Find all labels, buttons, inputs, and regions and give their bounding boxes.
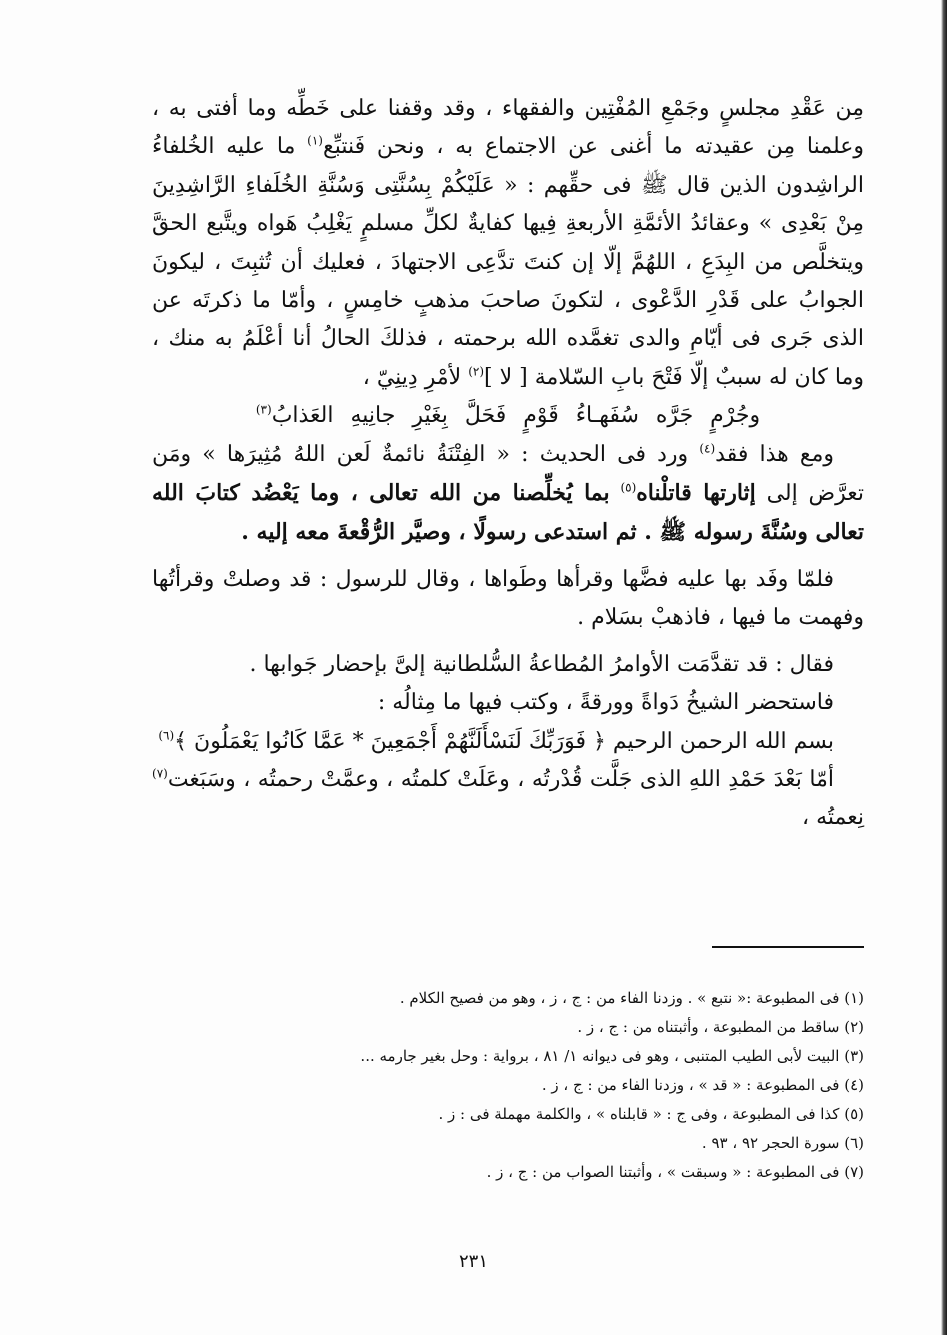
- paragraph-7-part-a: أمّا بَعْدَ حَمْدِ اللهِ الذى جَلَّت قُدْرتُه ، وعَلَتْ كلمتُه ، وعمَّتْ رحمتُه ، وسَبَغت: [167, 766, 834, 792]
- footnote-ref-5: (٥): [620, 480, 637, 495]
- footnote-ref-1: (١): [307, 134, 323, 149]
- scan-edge-shadow: [941, 0, 947, 1335]
- footnote-6: (٦) سورة الحجر ٩٢ ، ٩٣ .: [701, 1134, 864, 1152]
- paragraph-6: [152, 723, 864, 761]
- paragraph-2-bold-b: بما يُخلِّصنا من الله تعالى ، وما يَعْضُد كتابَ الله تعالى وسُنَّةَ رسوله ﷺ . ثم استدعى رسولًا ، وصيَّر الرُّقْعةَ معه إليه .: [152, 480, 864, 546]
- paragraph-gap: [152, 638, 864, 646]
- footnote-3: (٣) البيت لأبى الطيب المتنبى ، وهو فى ديوانه ١/ ٨١ ، برواية : وحل بغير جارمه ...: [360, 1047, 864, 1065]
- paragraph-5: فاستحضر الشيخُ دَواةً وورقةً ، وكتب فيها ما مِثالُه :: [377, 690, 834, 716]
- footnote-ref-7: (٧): [152, 766, 168, 781]
- footnotes: [152, 984, 864, 1187]
- paragraph-7: [152, 761, 864, 838]
- paragraph-4: فقال : قد تقدَّمَت الأوامرُ المُطاعةُ السُّلطانية إلىَّ بإحضار جَوابها .: [249, 651, 834, 677]
- paragraph-1: [152, 90, 864, 397]
- paragraph-2-part-a: ومع هذا فقد: [715, 441, 834, 467]
- footnote-5: (٥) كذا فى المطبوعة ، وفى ج : « قابلناه » ، والكلمة مهملة فى : ز .: [438, 1105, 864, 1123]
- paragraph-gap: [152, 553, 864, 561]
- footnote-ref-3: (٣): [255, 402, 272, 417]
- footnote-1: (١) فى المطبوعة :« نتبع » . وزدنا الفاء من : ج ، ز ، وهو من فصيح الكلام .: [399, 989, 864, 1007]
- paragraph-1-part-d: لأمْرِ دِينِيّ ،: [362, 364, 462, 390]
- footnote-4: (٤) فى المطبوعة : « قد » ، وزدنا الفاء من : ج ، ز .: [541, 1076, 864, 1094]
- paragraph-7-part-b: نِعمتُه ،: [802, 805, 864, 831]
- paragraph-2-part-b: ورد فى الحديث : « الفِتْنَةُ نائمةٌ لَعن اللهُ مُثِيرَها » ومَن تعرَّض إلى: [152, 441, 865, 507]
- paragraph-1-part-c: [ لا ]: [484, 364, 528, 390]
- verse-text: وجُرْمٍ جَرَّه سُفَهـاءُ قَوْمٍ فَحَلَّ بِغَيْرِ جانِيهِ العَذابُ: [271, 403, 761, 429]
- footnote-7: (٧) فى المطبوعة : « وسبقت » ، وأثبتنا الصواب من : ج ، ز .: [486, 1163, 864, 1181]
- footnote-ref-6: (٦): [158, 728, 175, 743]
- footnote-separator: [712, 946, 864, 948]
- paragraph-3: فلمّا وفَد بها عليه فضَّها وقرأها وطَواها ، وقال للرسول : قد وصلتْ وقرأتُها وفهمت ما فيها ، فاذهبْ بسَلام .: [152, 566, 864, 631]
- footnote-ref-2: (٢): [468, 364, 485, 379]
- page-number: ٢٣١: [458, 1251, 488, 1272]
- footnote-2: (٢) ساقط من المطبوعة ، وأثبتناه من : ج ، ز .: [577, 1018, 864, 1036]
- basmala-quote: بسم الله الرحمن الرحيم ﴿ فَوَرَبِّكَ لَنَسْأَلَنَّهُمْ أَجْمَعِينَ * عَمَّا كَانُوا يَعْمَلُونَ ﴾: [174, 728, 834, 754]
- footnote-ref-4: (٤): [699, 441, 716, 456]
- main-text: [152, 90, 864, 838]
- paragraph-1-part-b: ما عليه الخُلفاءُ الراشِدون الذين قال ﷺ فى حقِّهم : « عَلَيْكُمْ بِسُنَّتِى وَسُنَّةِ الخُلَفاءِ الرَّاشِدِينَ مِنْ بَعْدِى » وعقائدُ الأئمَّةِ الأربعةِ فِيها كفايةٌ لكلِّ مسلمٍ يَغْلِبُ هَواه ويتَّبع الحقَّ ويتخلَّص من البِدَعِ ، اللهُمَّ إلّا إن كنتَ تدَّعِى الاجتهادَ ، فعليك أن تُثبِتَ ، ليكونَ الجوابُ على قَدْرِ الدَّعْوى ، لتكونَ صاحبَ مذهبٍ خامِسٍ ، وأمّا ما ذكرتَه عن الذى جَرى فى أيّامِ والدى تغمَّده الله برحمته ، فذلكَ الحالُ أنا أعْلَمُ به منك ، وما كان له سببٌ إلّا فَتْحَ بابِ السّلامة: [152, 134, 864, 390]
- paragraph-2-bold-a: إثارتها قاتلْناه: [636, 480, 756, 507]
- paragraph-2: [152, 436, 864, 553]
- poetry-verse: [152, 397, 864, 435]
- paragraph-1-part-a: مِن عَقْدِ مجلسٍ وجَمْعِ المُفْتِين والفقهاء ، وقد وقفنا على خَطِّه وما أفتى به ، وعلمنا مِن عقيدته ما أغنى عن الاجتماع به ، ونحن فَنتبِّع: [152, 96, 864, 160]
